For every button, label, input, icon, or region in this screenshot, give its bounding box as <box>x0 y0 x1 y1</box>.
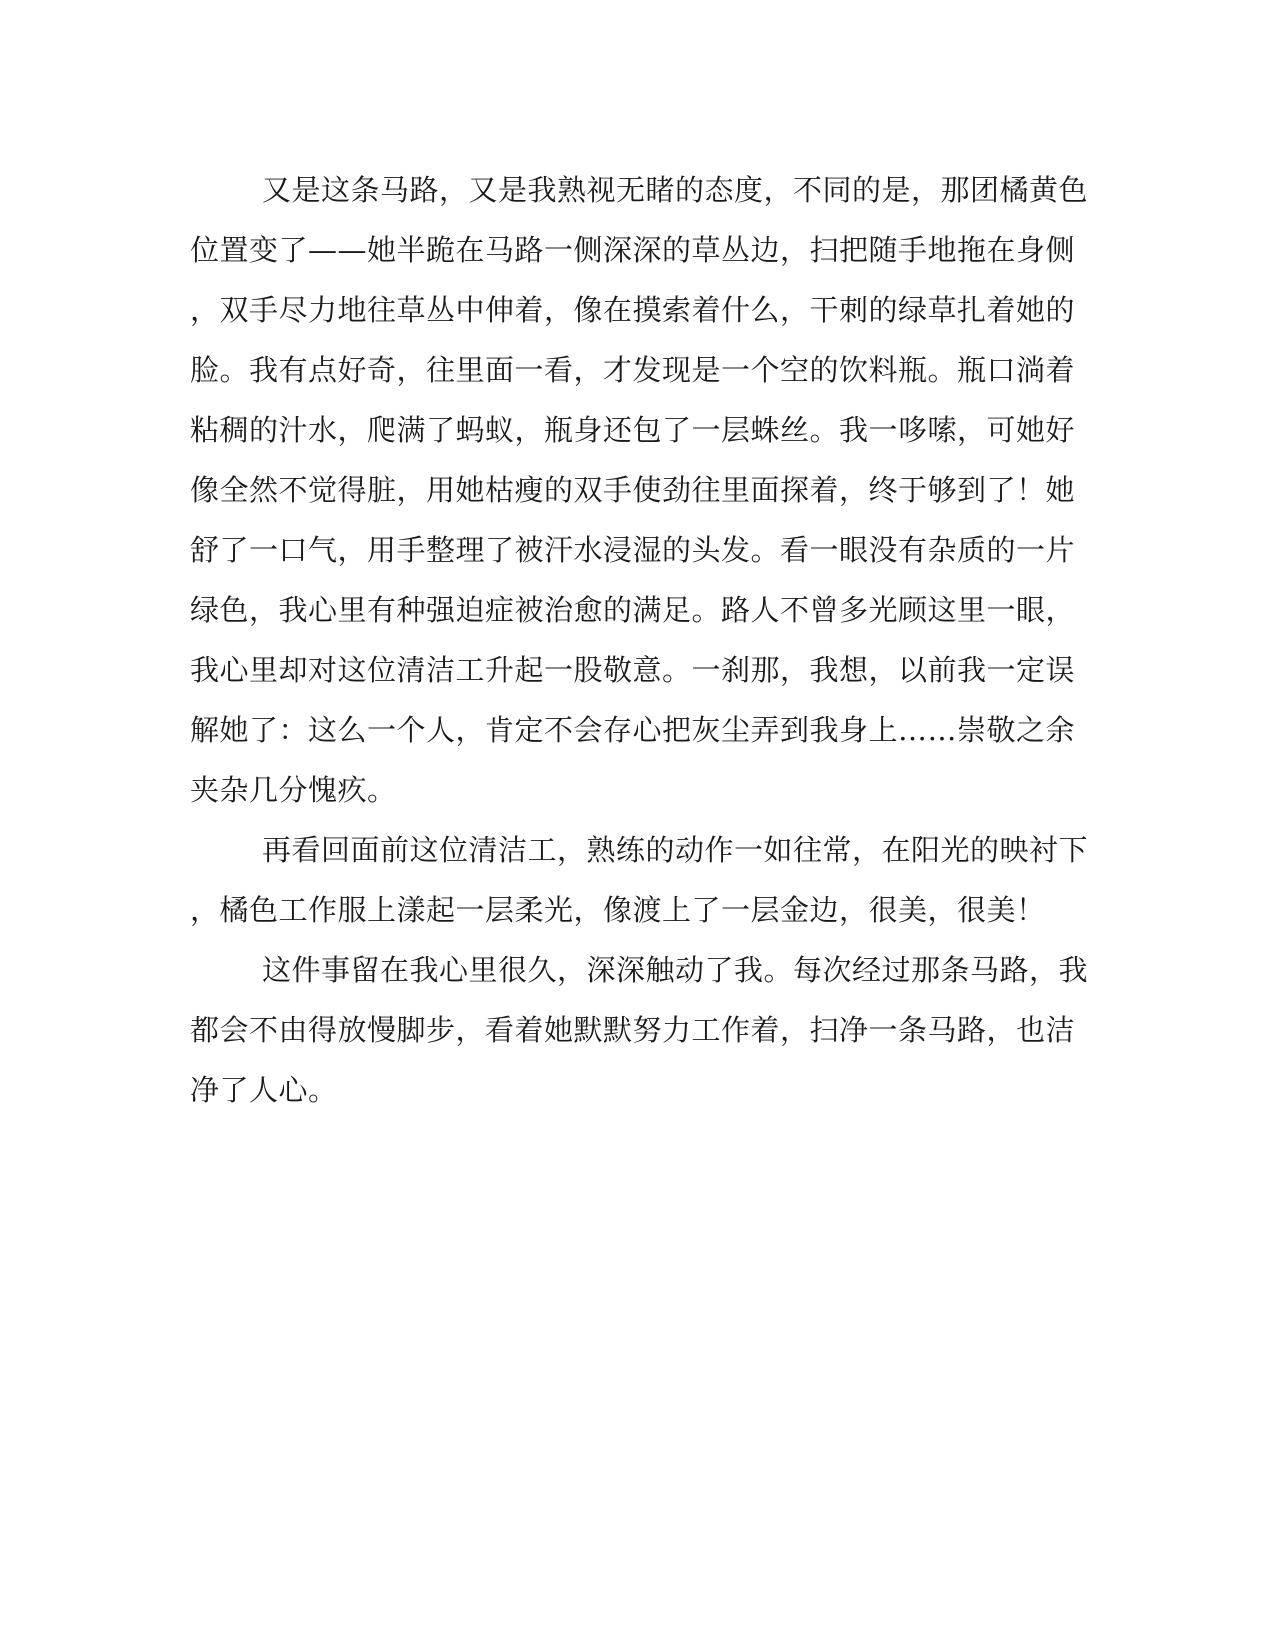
paragraph-line: 脸。我有点好奇，往里面一看，才发现是一个空的饮料瓶。瓶口淌着 <box>190 353 1076 387</box>
paragraph-line: 位置变了——她半跪在马路一侧深深的草丛边，扫把随手地拖在身侧 <box>190 233 1076 267</box>
paragraph-line: 又是这条马路，又是我熟视无睹的态度，不同的是，那团橘黄色 <box>262 173 1089 207</box>
paragraph-line: 都会不由得放慢脚步，看着她默默努力工作着，扫净一条马路，也洁 <box>190 1013 1076 1047</box>
paragraph-line: 舒了一口气，用手整理了被汗水浸湿的头发。看一眼没有杂质的一片 <box>190 533 1076 567</box>
paragraph-line: 像全然不觉得脏，用她枯瘦的双手使劲往里面探着，终于够到了！她 <box>190 473 1076 507</box>
paragraph-line: ，双手尽力地往草丛中伸着，像在摸索着什么，干刺的绿草扎着她的 <box>190 293 1076 327</box>
paragraph-line: ，橘色工作服上漾起一层柔光，像渡上了一层金边，很美，很美！ <box>190 893 1046 927</box>
paragraph-3 <box>190 940 1090 1120</box>
paragraph-2 <box>190 820 1090 940</box>
paragraph-line: 我心里却对这位清洁工升起一股敬意。一刹那，我想，以前我一定误 <box>190 653 1076 687</box>
paragraph-line: 粘稠的汁水，爬满了蚂蚁，瓶身还包了一层蛛丝。我一哆嗦，可她好 <box>190 413 1076 447</box>
paragraph-line: 解她了：这么一个人，肯定不会存心把灰尘弄到我身上……崇敬之余 <box>190 713 1076 747</box>
paragraph-line: 绿色，我心里有种强迫症被治愈的满足。路人不曾多光顾这里一眼， <box>190 593 1076 627</box>
document-body <box>190 160 1090 1120</box>
paragraph-line: 这件事留在我心里很久，深深触动了我。每次经过那条马路，我 <box>262 953 1089 987</box>
paragraph-line: 夹杂几分愧疚。 <box>190 773 397 807</box>
paragraph-line: 净了人心。 <box>190 1073 338 1107</box>
paragraph-line: 再看回面前这位清洁工，熟练的动作一如往常，在阳光的映衬下 <box>262 833 1089 867</box>
paragraph-1 <box>190 160 1090 820</box>
